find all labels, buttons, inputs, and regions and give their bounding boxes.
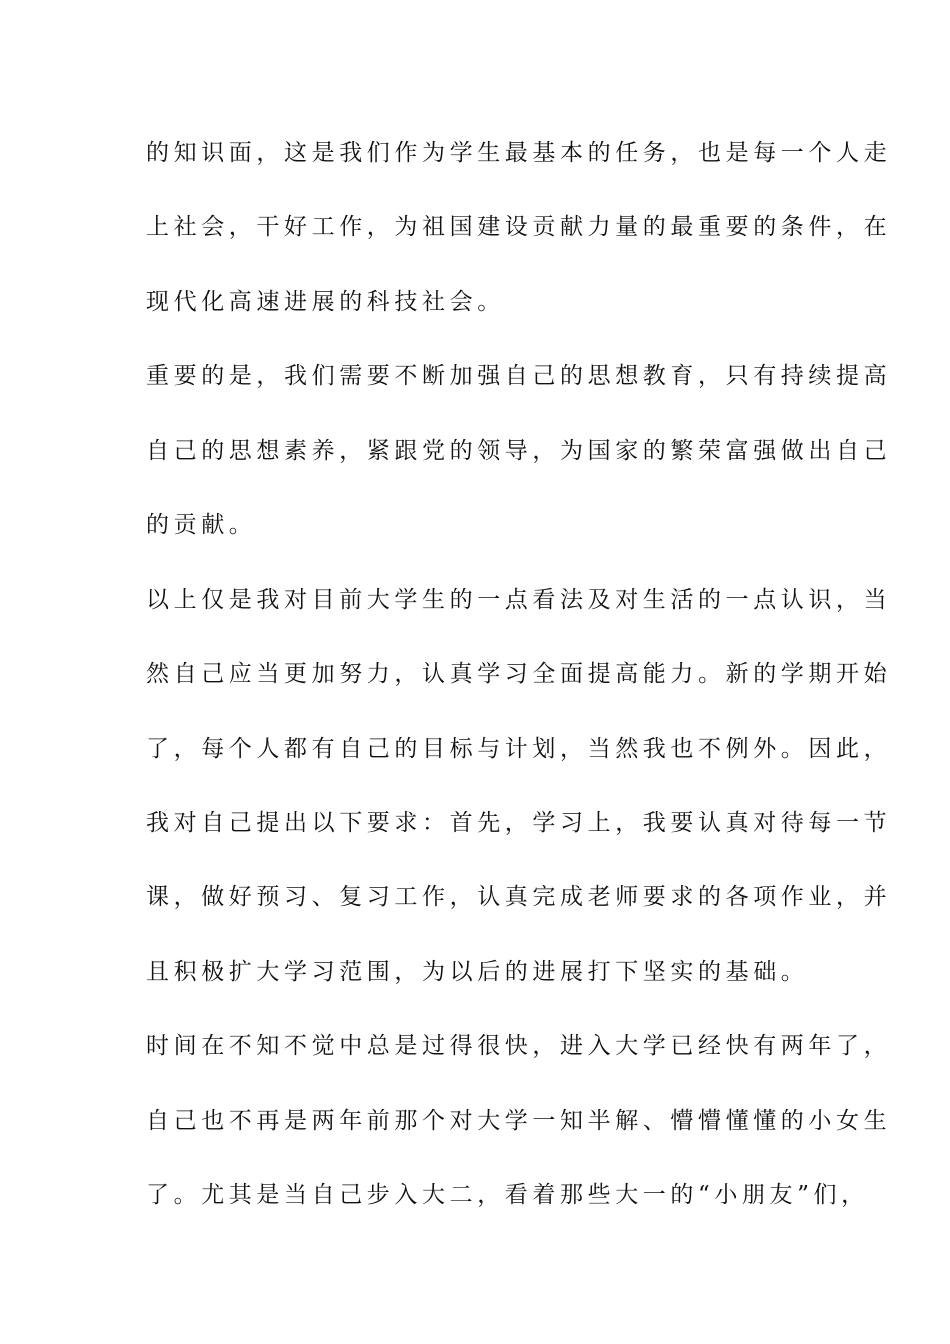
text-line: 课，做好预习、复习工作，认真完成老师要求的各项作业，并: [146, 884, 892, 910]
text-line: 自己也不再是两年前那个对大学一知半解、懵懵懂懂的小女生: [146, 1108, 892, 1134]
text-line: 现代化高速进展的科技社会。: [146, 289, 505, 315]
text-line: 了，每个人都有自己的目标与计划，当然我也不例外。因此，: [146, 736, 892, 762]
text-line: 我对自己提出以下要求：首先，学习上，我要认真对待每一节: [146, 810, 892, 836]
text-line: 上社会，干好工作，为祖国建设贡献力量的最重要的条件，在: [146, 214, 892, 240]
text-line: 自己的思想素养，紧跟党的领导，为国家的繁荣富强做出自己: [146, 438, 892, 464]
text-line: 以上仅是我对目前大学生的一点看法及对生活的一点认识，当: [146, 587, 892, 613]
text-line: 重要的是，我们需要不断加强自己的思想教育，只有持续提高: [146, 363, 892, 389]
text-line: 且积极扩大学习范围，为以后的进展打下坚实的基础。: [146, 959, 809, 985]
text-line: 了。尤其是当自己步入大二，看着那些大一的“小朋友”们，: [146, 1182, 869, 1208]
text-line: 然自己应当更加努力，认真学习全面提高能力。新的学期开始: [146, 661, 892, 687]
text-line: 时间在不知不觉中总是过得很快，进入大学已经快有两年了，: [146, 1033, 892, 1059]
text-line: 的知识面，这是我们作为学生最基本的任务，也是每一个人走: [146, 140, 892, 166]
text-line: 的贡献。: [146, 512, 257, 538]
